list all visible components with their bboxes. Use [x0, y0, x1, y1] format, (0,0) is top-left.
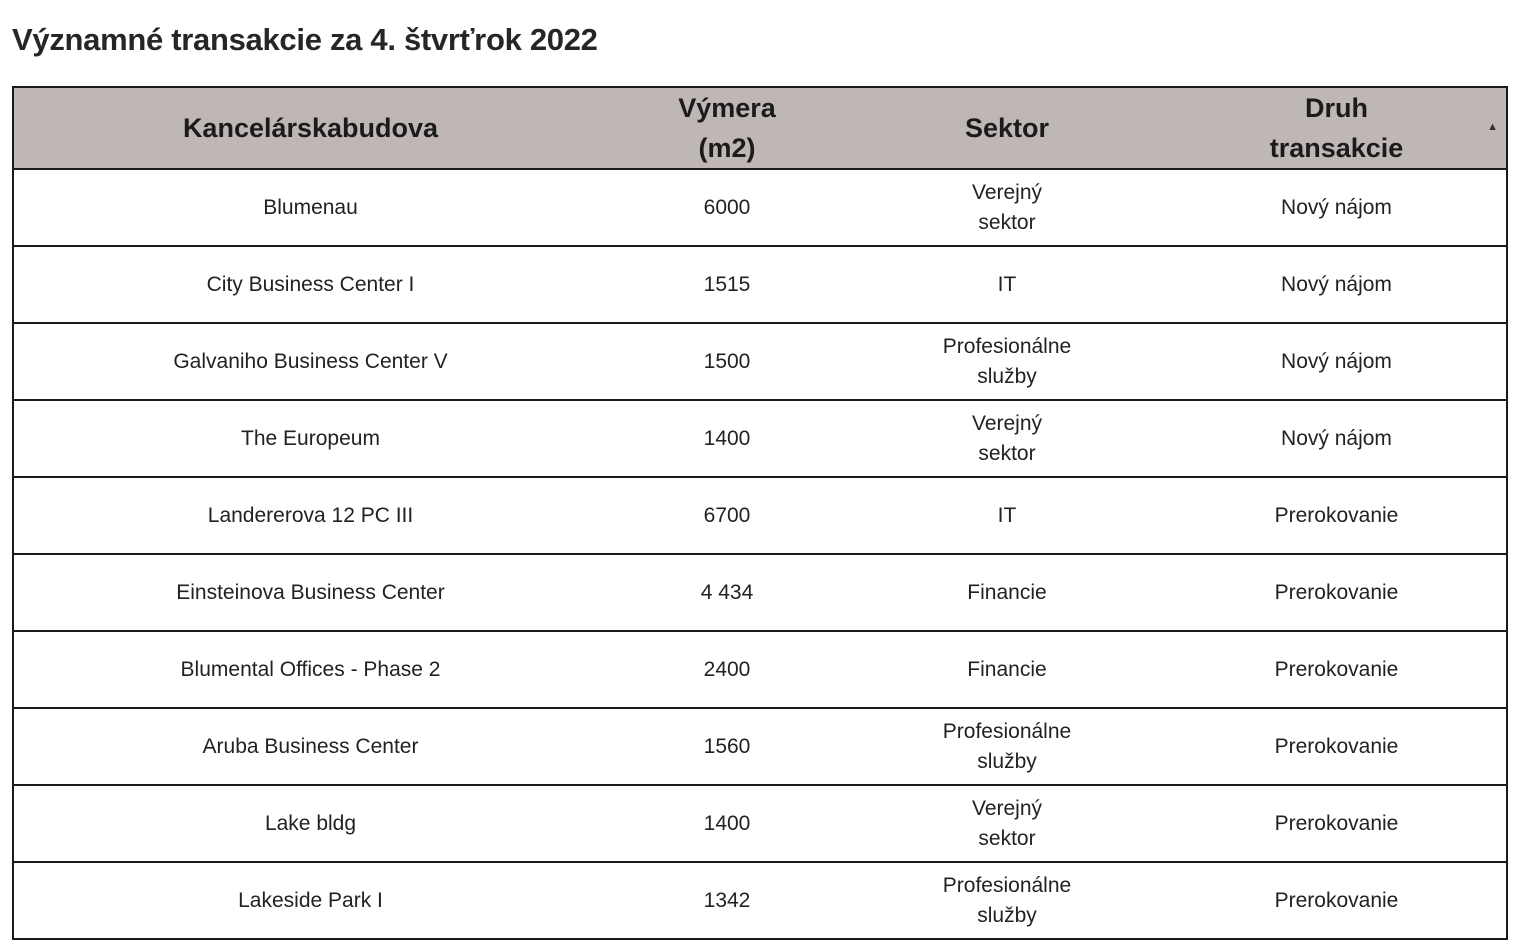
- table-header-row: [13, 87, 1507, 169]
- sector-label: Financie: [967, 657, 1047, 681]
- cell-transaction-type: Nový nájom: [1167, 169, 1507, 246]
- cell-area: 4 434: [607, 554, 847, 631]
- column-header-sector[interactable]: [847, 87, 1167, 169]
- cell-building: Lake bldg: [13, 785, 607, 862]
- cell-area: 2400: [607, 631, 847, 708]
- cell-sector: [847, 323, 1167, 400]
- cell-sector: [847, 785, 1167, 862]
- cell-area: 6000: [607, 169, 847, 246]
- cell-building: Blumental Offices - Phase 2: [13, 631, 607, 708]
- cell-transaction-type: Nový nájom: [1167, 323, 1507, 400]
- column-header-label: Výmera (m2): [678, 93, 776, 163]
- cell-transaction-type: Prerokovanie: [1167, 554, 1507, 631]
- sector-label: Profesionálne služby: [942, 334, 1072, 388]
- cell-transaction-type: Prerokovanie: [1167, 785, 1507, 862]
- cell-area: 1560: [607, 708, 847, 785]
- table-row: [13, 246, 1507, 323]
- sector-label: IT: [997, 272, 1017, 296]
- table-row: [13, 477, 1507, 554]
- sector-label: Profesionálne služby: [942, 719, 1072, 773]
- cell-building: City Business Center I: [13, 246, 607, 323]
- cell-building: Lakeside Park I: [13, 862, 607, 939]
- column-header-label: Druh transakcie: [1269, 93, 1404, 163]
- table-row: [13, 554, 1507, 631]
- sector-label: Verejný sektor: [971, 796, 1043, 850]
- column-header-area[interactable]: [607, 87, 847, 169]
- transactions-table-container: [12, 86, 1506, 940]
- cell-transaction-type: Prerokovanie: [1167, 477, 1507, 554]
- sector-label: Financie: [967, 580, 1047, 604]
- table-row: [13, 400, 1507, 477]
- table-row: [13, 785, 1507, 862]
- column-header-building[interactable]: [13, 87, 607, 169]
- cell-building: Aruba Business Center: [13, 708, 607, 785]
- cell-building: Galvaniho Business Center V: [13, 323, 607, 400]
- cell-transaction-type: Prerokovanie: [1167, 708, 1507, 785]
- cell-area: 1500: [607, 323, 847, 400]
- cell-sector: [847, 631, 1167, 708]
- table-row: [13, 169, 1507, 246]
- table-header: [13, 87, 1507, 169]
- sector-label: Verejný sektor: [971, 180, 1043, 234]
- sector-label: Verejný sektor: [971, 411, 1043, 465]
- cell-building: Landererova 12 PC III: [13, 477, 607, 554]
- cell-building: Blumenau: [13, 169, 607, 246]
- cell-transaction-type: Nový nájom: [1167, 400, 1507, 477]
- table-row: [13, 631, 1507, 708]
- table-row: [13, 323, 1507, 400]
- cell-area: 1400: [607, 785, 847, 862]
- cell-area: 1400: [607, 400, 847, 477]
- cell-area: 6700: [607, 477, 847, 554]
- cell-sector: [847, 862, 1167, 939]
- column-header-label: Kancelárskabudova: [182, 113, 439, 143]
- cell-building: The Europeum: [13, 400, 607, 477]
- cell-area: 1515: [607, 246, 847, 323]
- cell-sector: [847, 554, 1167, 631]
- cell-transaction-type: Prerokovanie: [1167, 862, 1507, 939]
- cell-transaction-type: Prerokovanie: [1167, 631, 1507, 708]
- table-row: [13, 708, 1507, 785]
- sector-label: Profesionálne služby: [942, 873, 1072, 927]
- column-header-type[interactable]: [1167, 87, 1507, 169]
- table-body: [13, 169, 1507, 939]
- cell-sector: [847, 246, 1167, 323]
- cell-transaction-type: Nový nájom: [1167, 246, 1507, 323]
- column-header-label: Sektor: [964, 113, 1050, 143]
- cell-building: Einsteinova Business Center: [13, 554, 607, 631]
- page-title: Významné transakcie za 4. štvrťrok 2022: [12, 22, 598, 57]
- cell-sector: [847, 169, 1167, 246]
- cell-sector: [847, 477, 1167, 554]
- cell-area: 1342: [607, 862, 847, 939]
- transactions-table: [12, 86, 1508, 940]
- sort-ascending-icon[interactable]: ▲: [1487, 121, 1498, 133]
- table-row: [13, 862, 1507, 939]
- cell-sector: [847, 400, 1167, 477]
- sector-label: IT: [997, 503, 1017, 527]
- cell-sector: [847, 708, 1167, 785]
